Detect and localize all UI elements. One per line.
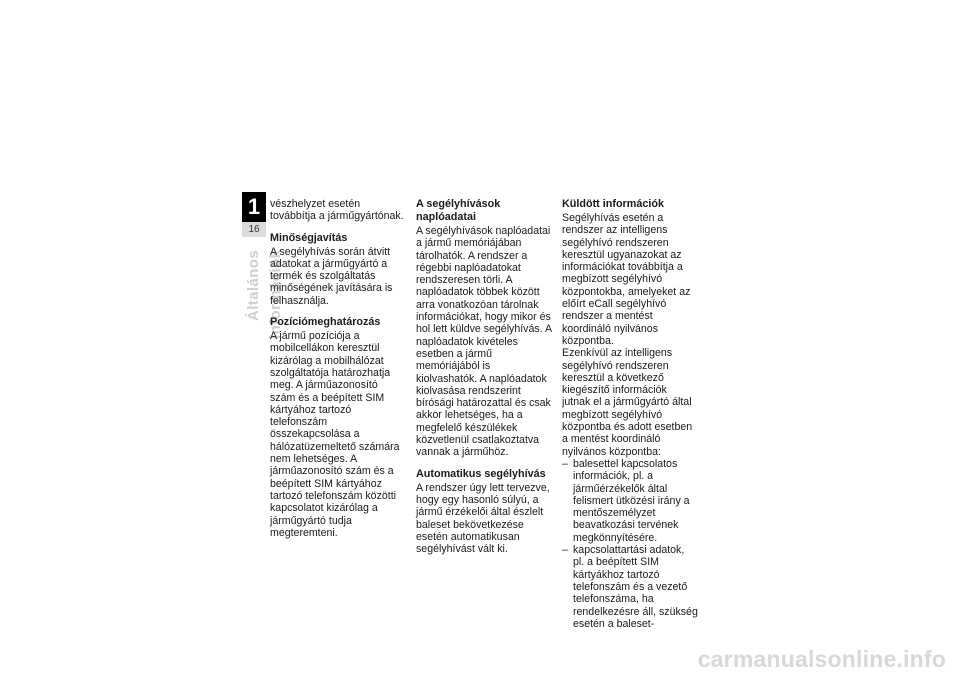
text-column-3 <box>562 198 698 630</box>
list-item-text: kapcsolattartási adatok, pl. a beépített SIM kártyákhoz tartozó telefonszám és a vezető telefonszáma, ha rendelkezésre áll, szükség esetén a baleset- <box>573 544 698 630</box>
bullet-dash: – <box>562 457 568 470</box>
paragraph-call-logs: A segélyhívások naplóadatai a jármű memóriájában tárolhatók. A rendszer a régebbi naplóadatokat rendszeresen törli. A naplóadatok többek között arra vonatkozóan tárolnak információkat, hogy mikor és hol lett küldve segélyhívás. A naplóadatok kivételes esetben a jármű memóriájából is kiolvashatók. A naplóadatok kiolvasása rendszerint bírósági határozattal és csak akkor lehetséges, ha a megfelelő készülékek közvetlenül csatlakoztatva vannak a járműhöz. <box>416 225 552 459</box>
paragraph-sent-info-1: Segélyhívás esetén a rendszer az intelligens segélyhívó rendszeren keresztül ugyanazokat az információkat továbbítja a megbízott segélyhívó központokba, amelyeket az előírt eCall segélyhívó rendszer a mentést koordináló nyilvános központba. <box>562 212 691 347</box>
bullet-list <box>562 458 698 630</box>
text-column-2 <box>416 198 552 555</box>
list-item <box>562 544 698 630</box>
heading-automatic-call: Automatikus segélyhívás <box>416 467 546 480</box>
chapter-side-title: Általános információk <box>245 250 284 340</box>
chapter-number: 1 <box>242 192 266 222</box>
page-number: 16 <box>242 222 266 237</box>
heading-quality: Minőségjavítás <box>270 231 348 244</box>
intro-paragraph: vészhelyzet esetén továbbítja a járműgyártónak. <box>270 198 404 223</box>
paragraph-position: A jármű pozíciója a mobilcellákon keresztül kizárólag a mobilhálózat szolgáltatója határozhatja meg. A járműazonosító szám és a beépített SIM kártyához tartozó telefonszám összekapcsolása a hálózatüzemeltető számára nem lehetséges. A járműazonosító szám és a beépített SIM kártyához tartozó telefonszám közötti kapcsolatot kizárólag a járműgyártó tudja megteremteni. <box>270 330 400 539</box>
site-watermark: carmanualsonline.info <box>697 646 946 672</box>
list-item-text: balesettel kapcsolatos információk, pl. a járműérzékelők által felismert ütközési irány a mentőszemélyzet beavatkozási tervének megkönnyítésére. <box>573 457 690 544</box>
chapter-tab <box>242 192 266 238</box>
heading-sent-info: Küldött információk <box>562 198 664 210</box>
paragraph-automatic-call: A rendszer úgy lett tervezve, hogy egy hasonló súlyú, a jármű érzékelői által észlelt baleset bekövetkezése esetén automatikusan segélyhívást vált ki. <box>416 481 550 556</box>
list-item <box>562 458 698 544</box>
heading-call-logs: A segélyhívások naplóadatai <box>416 198 501 223</box>
bullet-dash: – <box>562 544 568 557</box>
paragraph-quality: A segélyhívás során átvitt adatokat a járműgyártó a termék és szolgáltatás minőségének javítására is felhasználja. <box>270 245 393 307</box>
paragraph-sent-info-2: Ezenkívül az intelligens segélyhívó rendszeren keresztül a következő kiegészítő információk jutnak el a járműgyártó által megbízott segélyhívó központba és adott esetben a mentést koordináló nyilvános központba: <box>562 347 693 458</box>
heading-position: Pozíciómeghatározás <box>270 316 381 329</box>
text-column-1 <box>270 198 406 539</box>
